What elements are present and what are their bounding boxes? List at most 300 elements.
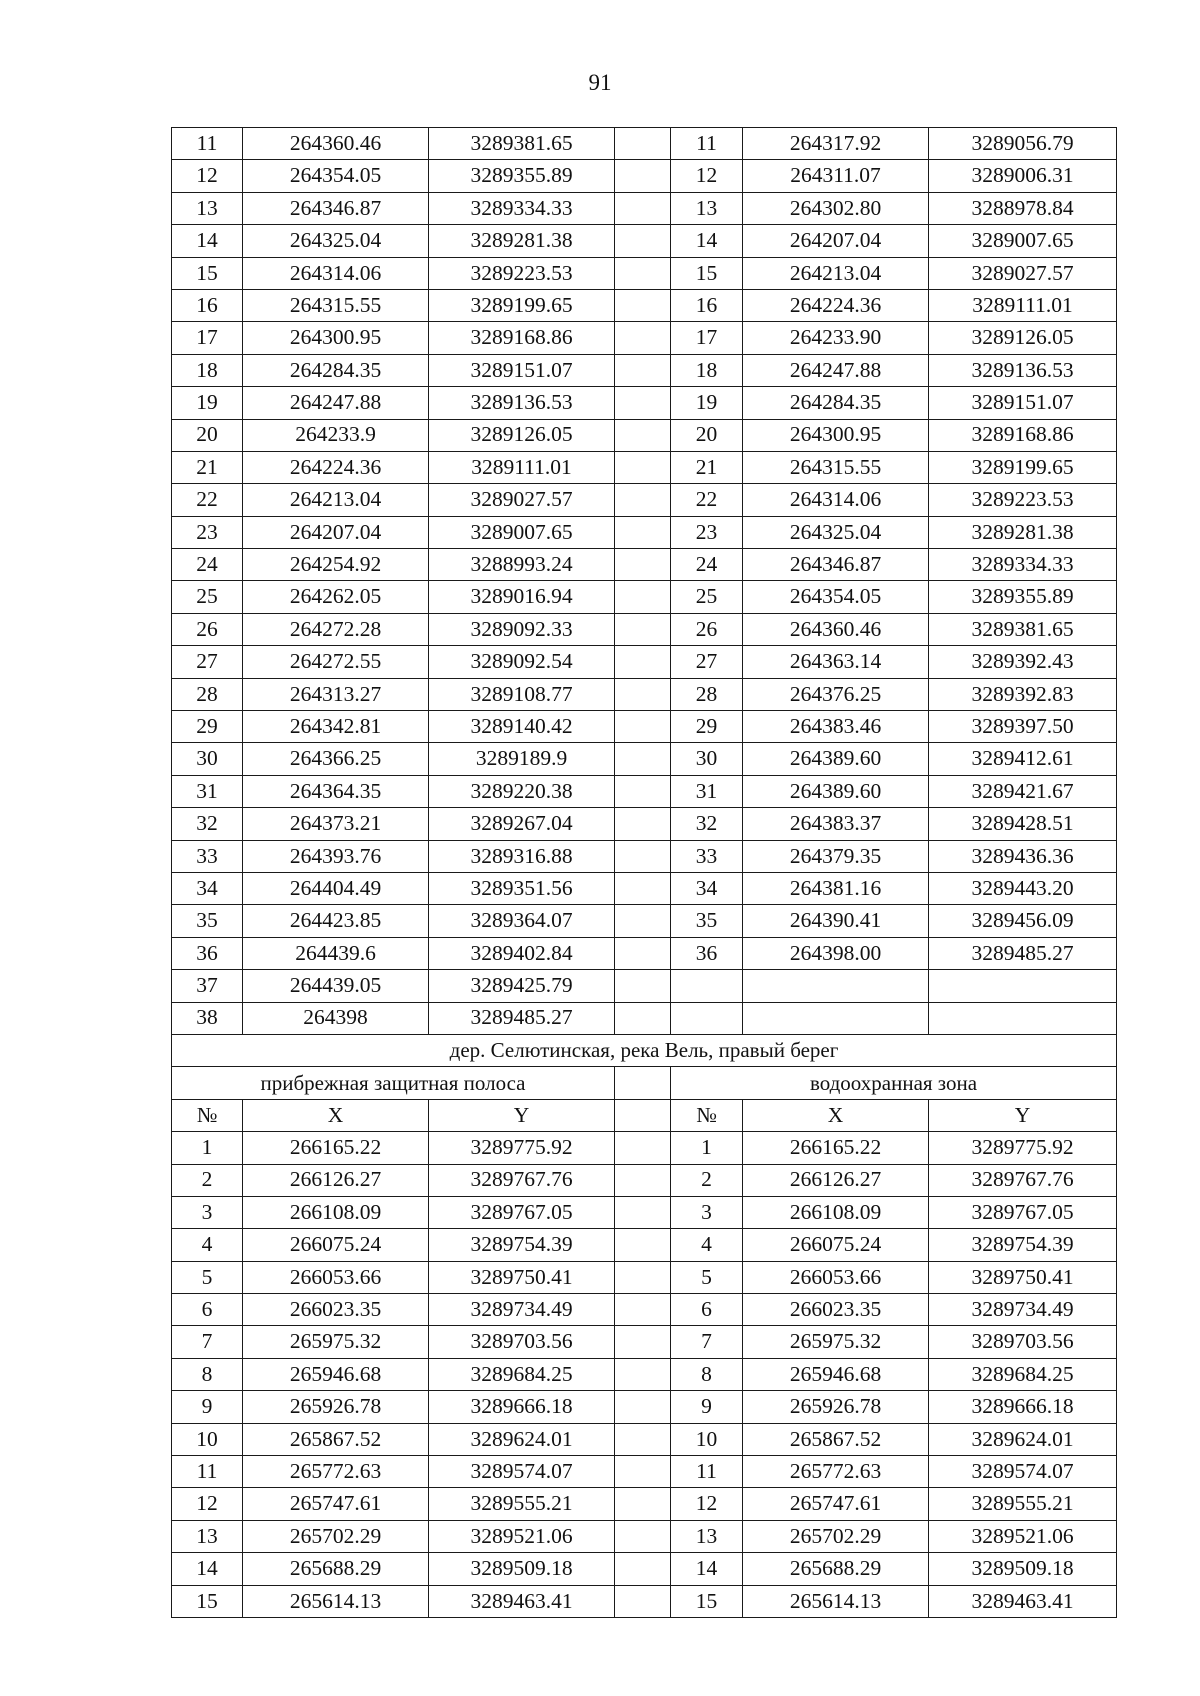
y-coordinate: 3289754.39: [429, 1229, 615, 1261]
x-coordinate: 266075.24: [243, 1229, 429, 1261]
point-number: 14: [671, 1553, 743, 1585]
x-coordinate: 265946.68: [743, 1358, 929, 1390]
x-coordinate: 265688.29: [743, 1553, 929, 1585]
table-row: [172, 1261, 1117, 1293]
table-row: [172, 613, 1117, 645]
point-number: 26: [671, 613, 743, 645]
table-row: [172, 128, 1117, 160]
table-row: [172, 1229, 1117, 1261]
y-coordinate: 3289624.01: [429, 1423, 615, 1455]
point-number: 20: [671, 419, 743, 451]
point-number: 28: [671, 678, 743, 710]
table-row: [172, 451, 1117, 483]
y-coordinate: 3289750.41: [929, 1261, 1117, 1293]
x-coordinate: 264207.04: [743, 225, 929, 257]
x-coordinate: 264233.9: [243, 419, 429, 451]
x-coordinate: 265747.61: [743, 1488, 929, 1520]
point-number: 23: [671, 516, 743, 548]
gap-cell: [615, 128, 671, 160]
x-coordinate: 264315.55: [743, 451, 929, 483]
x-coordinate: 264423.85: [243, 905, 429, 937]
point-number: 19: [671, 387, 743, 419]
y-coordinate: 3289007.65: [429, 516, 615, 548]
point-number: 14: [671, 225, 743, 257]
column-header-y: Y: [429, 1099, 615, 1131]
table-row: [172, 1196, 1117, 1228]
x-coordinate: 264398: [243, 1002, 429, 1034]
point-number: 4: [671, 1229, 743, 1261]
x-coordinate: 266075.24: [743, 1229, 929, 1261]
y-coordinate: 3289509.18: [929, 1553, 1117, 1585]
point-number: 27: [671, 646, 743, 678]
y-coordinate: 3289168.86: [929, 419, 1117, 451]
y-coordinate: 3289421.67: [929, 775, 1117, 807]
y-coordinate: 3289126.05: [929, 322, 1117, 354]
y-coordinate: 3289027.57: [429, 484, 615, 516]
point-number: 7: [172, 1326, 243, 1358]
gap-cell: [615, 1391, 671, 1423]
column-header-number: №: [172, 1099, 243, 1131]
x-coordinate: 264390.41: [743, 905, 929, 937]
y-coordinate: 3289428.51: [929, 808, 1117, 840]
coordinates-block-1: [172, 128, 1117, 1035]
y-coordinate: 3289111.01: [429, 451, 615, 483]
gap-cell: [615, 808, 671, 840]
y-coordinate: 3289684.25: [429, 1358, 615, 1390]
y-coordinate: 3289006.31: [929, 160, 1117, 192]
column-header-number: №: [671, 1099, 743, 1131]
gap-cell: [615, 1164, 671, 1196]
y-coordinate: 3289027.57: [929, 257, 1117, 289]
y-coordinate: 3289397.50: [929, 711, 1117, 743]
y-coordinate: 3289574.07: [429, 1456, 615, 1488]
y-coordinate: 3289392.83: [929, 678, 1117, 710]
point-number: 31: [172, 775, 243, 807]
table-row: [172, 484, 1117, 516]
x-coordinate: 264373.21: [243, 808, 429, 840]
table-row: [172, 1520, 1117, 1552]
table-row: [172, 872, 1117, 904]
y-coordinate: 3289775.92: [429, 1132, 615, 1164]
y-coordinate: 3289521.06: [929, 1520, 1117, 1552]
table-row: [172, 549, 1117, 581]
y-coordinate: 3289111.01: [929, 289, 1117, 321]
y-coordinate: 3289624.01: [929, 1423, 1117, 1455]
point-number: 25: [172, 581, 243, 613]
gap-cell: [615, 549, 671, 581]
gap-cell: [615, 484, 671, 516]
point-number: 14: [172, 1553, 243, 1585]
gap-cell: [615, 970, 671, 1002]
x-coordinate: 266053.66: [243, 1261, 429, 1293]
point-number: 1: [671, 1132, 743, 1164]
zone-header-row: [172, 1067, 1117, 1099]
gap-cell: [615, 613, 671, 645]
point-number: [671, 970, 743, 1002]
x-coordinate: 264213.04: [743, 257, 929, 289]
x-coordinate: 264284.35: [743, 387, 929, 419]
gap-cell: [615, 1294, 671, 1326]
y-coordinate: 3289734.49: [429, 1294, 615, 1326]
x-coordinate: 265747.61: [243, 1488, 429, 1520]
y-coordinate: 3289355.89: [929, 581, 1117, 613]
y-coordinate: 3289281.38: [929, 516, 1117, 548]
coordinates-block-2: [172, 1132, 1117, 1618]
table-row: [172, 808, 1117, 840]
table-row: [172, 289, 1117, 321]
x-coordinate: 265867.52: [243, 1423, 429, 1455]
x-coordinate: 264317.92: [743, 128, 929, 160]
point-number: 19: [172, 387, 243, 419]
y-coordinate: 3289392.43: [929, 646, 1117, 678]
point-number: 10: [172, 1423, 243, 1455]
point-number: 8: [172, 1358, 243, 1390]
x-coordinate: 266108.09: [243, 1196, 429, 1228]
x-coordinate: 266126.27: [743, 1164, 929, 1196]
table-row: [172, 937, 1117, 969]
gap-cell: [615, 1002, 671, 1034]
gap-cell: [615, 1520, 671, 1552]
table-row: [172, 516, 1117, 548]
gap-cell: [615, 160, 671, 192]
y-coordinate: 3289334.33: [429, 192, 615, 224]
y-coordinate: 3289355.89: [429, 160, 615, 192]
y-coordinate: 3289199.65: [429, 289, 615, 321]
x-coordinate: 266165.22: [243, 1132, 429, 1164]
point-number: 3: [671, 1196, 743, 1228]
y-coordinate: 3289463.41: [929, 1585, 1117, 1617]
y-coordinate: 3289151.07: [429, 354, 615, 386]
table-row: [172, 646, 1117, 678]
y-coordinate: 3289140.42: [429, 711, 615, 743]
x-coordinate: 264300.95: [743, 419, 929, 451]
point-number: 26: [172, 613, 243, 645]
table-row: [172, 1002, 1117, 1034]
y-coordinate: 3289456.09: [929, 905, 1117, 937]
point-number: 9: [172, 1391, 243, 1423]
point-number: 17: [671, 322, 743, 354]
y-coordinate: 3289351.56: [429, 872, 615, 904]
point-number: 36: [671, 937, 743, 969]
point-number: 15: [172, 1585, 243, 1617]
column-header-x: X: [743, 1099, 929, 1131]
gap-cell: [615, 1423, 671, 1455]
x-coordinate: 266126.27: [243, 1164, 429, 1196]
table-row: [172, 678, 1117, 710]
x-coordinate: 264300.95: [243, 322, 429, 354]
table-row: [172, 581, 1117, 613]
gap-cell: [615, 1456, 671, 1488]
point-number: 35: [671, 905, 743, 937]
y-coordinate: 3289092.33: [429, 613, 615, 645]
x-coordinate: 265975.32: [743, 1326, 929, 1358]
gap-cell: [615, 1067, 671, 1099]
y-coordinate: 3289189.9: [429, 743, 615, 775]
point-number: 5: [172, 1261, 243, 1293]
point-number: 32: [671, 808, 743, 840]
table-row: [172, 387, 1117, 419]
x-coordinate: 264233.90: [743, 322, 929, 354]
x-coordinate: 264272.28: [243, 613, 429, 645]
point-number: 22: [172, 484, 243, 516]
point-number: 4: [172, 1229, 243, 1261]
table-row: [172, 1488, 1117, 1520]
point-number: 7: [671, 1326, 743, 1358]
x-coordinate: 266023.35: [743, 1294, 929, 1326]
x-coordinate: 264314.06: [743, 484, 929, 516]
y-coordinate: 3289381.65: [429, 128, 615, 160]
point-number: 1: [172, 1132, 243, 1164]
point-number: 6: [671, 1294, 743, 1326]
table-row: [172, 1456, 1117, 1488]
point-number: 13: [671, 192, 743, 224]
y-coordinate: 3289267.04: [429, 808, 615, 840]
x-coordinate: 264311.07: [743, 160, 929, 192]
x-coordinate: 265867.52: [743, 1423, 929, 1455]
x-coordinate: 264224.36: [743, 289, 929, 321]
table-row: [172, 905, 1117, 937]
gap-cell: [615, 1132, 671, 1164]
y-coordinate: 3288993.24: [429, 549, 615, 581]
point-number: 34: [671, 872, 743, 904]
table-row: [172, 1294, 1117, 1326]
point-number: 15: [671, 1585, 743, 1617]
y-coordinate: 3289220.38: [429, 775, 615, 807]
gap-cell: [615, 192, 671, 224]
point-number: 29: [671, 711, 743, 743]
y-coordinate: 3289092.54: [429, 646, 615, 678]
gap-cell: [615, 937, 671, 969]
x-coordinate: 264207.04: [243, 516, 429, 548]
x-coordinate: 264404.49: [243, 872, 429, 904]
table-row: [172, 1423, 1117, 1455]
gap-cell: [615, 1229, 671, 1261]
y-coordinate: 3289281.38: [429, 225, 615, 257]
y-coordinate: 3289007.65: [929, 225, 1117, 257]
table-row: [172, 1553, 1117, 1585]
y-coordinate: 3289734.49: [929, 1294, 1117, 1326]
gap-cell: [615, 646, 671, 678]
table-row: [172, 257, 1117, 289]
point-number: 36: [172, 937, 243, 969]
y-coordinate: 3289666.18: [429, 1391, 615, 1423]
y-coordinate: 3289574.07: [929, 1456, 1117, 1488]
point-number: 13: [172, 192, 243, 224]
table-row: [172, 711, 1117, 743]
y-coordinate: 3289767.05: [929, 1196, 1117, 1228]
table-row: [172, 1358, 1117, 1390]
gap-cell: [615, 905, 671, 937]
y-coordinate: 3289754.39: [929, 1229, 1117, 1261]
gap-cell: [615, 225, 671, 257]
x-coordinate: 264325.04: [743, 516, 929, 548]
y-coordinate: 3289108.77: [429, 678, 615, 710]
point-number: 27: [172, 646, 243, 678]
x-coordinate: 264315.55: [243, 289, 429, 321]
y-coordinate: 3289666.18: [929, 1391, 1117, 1423]
point-number: 3: [172, 1196, 243, 1228]
x-coordinate: 264363.14: [743, 646, 929, 678]
y-coordinate: 3289364.07: [429, 905, 615, 937]
y-coordinate: 3289509.18: [429, 1553, 615, 1585]
point-number: 20: [172, 419, 243, 451]
gap-cell: [615, 387, 671, 419]
y-coordinate: [929, 970, 1117, 1002]
y-coordinate: 3289136.53: [429, 387, 615, 419]
y-coordinate: 3289485.27: [929, 937, 1117, 969]
point-number: 24: [671, 549, 743, 581]
x-coordinate: 264313.27: [243, 678, 429, 710]
section-title: дер. Селютинская, река Вель, правый берег: [172, 1034, 1117, 1066]
x-coordinate: 265772.63: [743, 1456, 929, 1488]
point-number: 12: [671, 160, 743, 192]
point-number: 18: [671, 354, 743, 386]
y-coordinate: 3289151.07: [929, 387, 1117, 419]
point-number: 12: [671, 1488, 743, 1520]
y-coordinate: 3289684.25: [929, 1358, 1117, 1390]
gap-cell: [615, 1585, 671, 1617]
point-number: [671, 1002, 743, 1034]
point-number: 8: [671, 1358, 743, 1390]
point-number: 11: [172, 1456, 243, 1488]
point-number: 28: [172, 678, 243, 710]
point-number: 25: [671, 581, 743, 613]
y-coordinate: 3289703.56: [929, 1326, 1117, 1358]
y-coordinate: 3289485.27: [429, 1002, 615, 1034]
x-coordinate: 265926.78: [743, 1391, 929, 1423]
x-coordinate: 265614.13: [243, 1585, 429, 1617]
x-coordinate: 264379.35: [743, 840, 929, 872]
x-coordinate: 264314.06: [243, 257, 429, 289]
x-coordinate: 264262.05: [243, 581, 429, 613]
gap-cell: [615, 1099, 671, 1131]
column-header-row: [172, 1099, 1117, 1131]
x-coordinate: 264213.04: [243, 484, 429, 516]
point-number: 29: [172, 711, 243, 743]
gap-cell: [615, 581, 671, 613]
point-number: 11: [671, 1456, 743, 1488]
point-number: 6: [172, 1294, 243, 1326]
gap-cell: [615, 711, 671, 743]
point-number: 31: [671, 775, 743, 807]
point-number: 21: [172, 451, 243, 483]
x-coordinate: 264247.88: [243, 387, 429, 419]
table-row: [172, 743, 1117, 775]
x-coordinate: 264360.46: [743, 613, 929, 645]
x-coordinate: 264389.60: [743, 775, 929, 807]
x-coordinate: 264389.60: [743, 743, 929, 775]
x-coordinate: 266108.09: [743, 1196, 929, 1228]
x-coordinate: 264354.05: [243, 160, 429, 192]
y-coordinate: 3289425.79: [429, 970, 615, 1002]
gap-cell: [615, 678, 671, 710]
y-coordinate: 3289334.33: [929, 549, 1117, 581]
point-number: 22: [671, 484, 743, 516]
y-coordinate: 3289223.53: [929, 484, 1117, 516]
x-coordinate: 264354.05: [743, 581, 929, 613]
y-coordinate: 3289775.92: [929, 1132, 1117, 1164]
x-coordinate: 264302.80: [743, 192, 929, 224]
point-number: 34: [172, 872, 243, 904]
x-coordinate: [743, 1002, 929, 1034]
x-coordinate: 265946.68: [243, 1358, 429, 1390]
point-number: 12: [172, 160, 243, 192]
y-coordinate: 3289767.05: [429, 1196, 615, 1228]
gap-cell: [615, 840, 671, 872]
gap-cell: [615, 1326, 671, 1358]
x-coordinate: 264272.55: [243, 646, 429, 678]
point-number: 38: [172, 1002, 243, 1034]
table-row: [172, 225, 1117, 257]
point-number: 11: [671, 128, 743, 160]
gap-cell: [615, 451, 671, 483]
point-number: 33: [671, 840, 743, 872]
point-number: 11: [172, 128, 243, 160]
section-2-headers: [172, 1034, 1117, 1131]
x-coordinate: 265772.63: [243, 1456, 429, 1488]
point-number: 9: [671, 1391, 743, 1423]
gap-cell: [615, 257, 671, 289]
y-coordinate: 3289750.41: [429, 1261, 615, 1293]
point-number: 10: [671, 1423, 743, 1455]
coastal-strip-header: прибрежная защитная полоса: [172, 1067, 615, 1099]
table-row: [172, 160, 1117, 192]
y-coordinate: 3289199.65: [929, 451, 1117, 483]
y-coordinate: 3289381.65: [929, 613, 1117, 645]
x-coordinate: 265702.29: [243, 1520, 429, 1552]
gap-cell: [615, 419, 671, 451]
point-number: 15: [172, 257, 243, 289]
gap-cell: [615, 1358, 671, 1390]
y-coordinate: 3289443.20: [929, 872, 1117, 904]
x-coordinate: 264398.00: [743, 937, 929, 969]
point-number: 5: [671, 1261, 743, 1293]
point-number: 24: [172, 549, 243, 581]
y-coordinate: 3289016.94: [429, 581, 615, 613]
y-coordinate: 3289136.53: [929, 354, 1117, 386]
x-coordinate: 264393.76: [243, 840, 429, 872]
point-number: 21: [671, 451, 743, 483]
gap-cell: [615, 1553, 671, 1585]
gap-cell: [615, 289, 671, 321]
y-coordinate: 3289703.56: [429, 1326, 615, 1358]
x-coordinate: 264439.05: [243, 970, 429, 1002]
y-coordinate: 3288978.84: [929, 192, 1117, 224]
point-number: 13: [671, 1520, 743, 1552]
table-row: [172, 840, 1117, 872]
x-coordinate: 264346.87: [743, 549, 929, 581]
table-row: [172, 419, 1117, 451]
point-number: 30: [671, 743, 743, 775]
table-row: [172, 322, 1117, 354]
coordinates-table: [171, 127, 1117, 1618]
y-coordinate: 3289767.76: [929, 1164, 1117, 1196]
x-coordinate: 264381.16: [743, 872, 929, 904]
x-coordinate: 266053.66: [743, 1261, 929, 1293]
x-coordinate: 266165.22: [743, 1132, 929, 1164]
gap-cell: [615, 872, 671, 904]
x-coordinate: 264247.88: [743, 354, 929, 386]
table-row: [172, 1391, 1117, 1423]
y-coordinate: 3289056.79: [929, 128, 1117, 160]
y-coordinate: [929, 1002, 1117, 1034]
x-coordinate: 265688.29: [243, 1553, 429, 1585]
point-number: 14: [172, 225, 243, 257]
y-coordinate: 3289168.86: [429, 322, 615, 354]
table-row: [172, 192, 1117, 224]
page-number: 91: [588, 70, 612, 95]
x-coordinate: 264383.46: [743, 711, 929, 743]
